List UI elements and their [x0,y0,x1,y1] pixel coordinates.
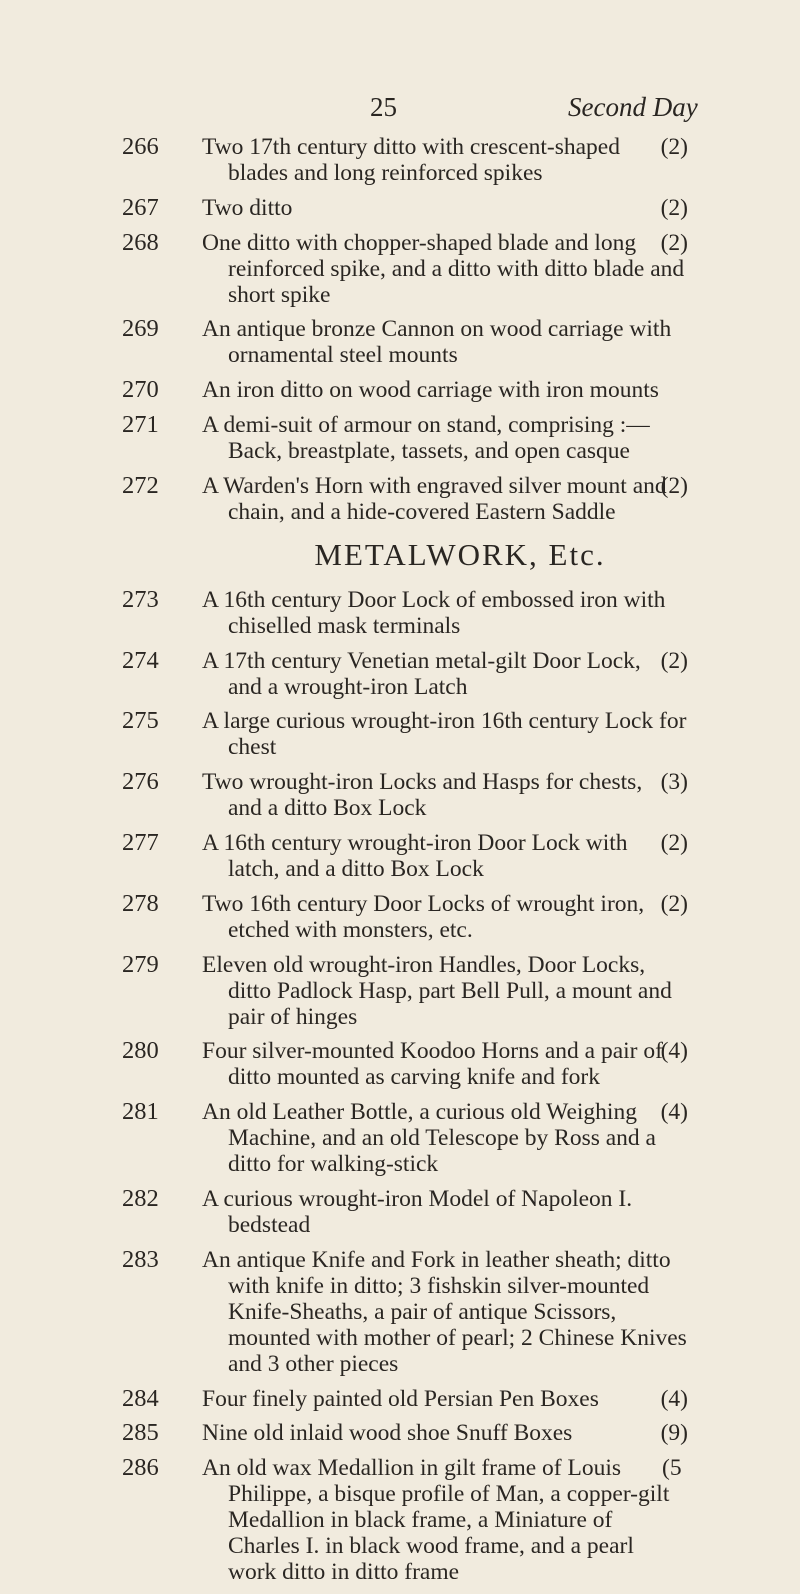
lot-number: 278 [122,889,159,917]
lot-text: Four finely painted old Persian Pen Boxes [202,1385,599,1412]
lot-number: 276 [122,768,159,796]
lot-text: Two wrought-iron Locks and Hasps for chests, and a ditto Box Lock [202,769,643,822]
lot-description [202,230,688,308]
lot-text: An antique bronze Cannon on wood carriage with ornamental steel mounts [202,316,672,369]
lot-number: 267 [122,193,159,221]
lot-entry [0,412,800,464]
lot-description [202,316,688,368]
lot-description [202,648,688,700]
lot-entry [0,952,800,1030]
lot-number: 285 [122,1419,159,1447]
lot-entry [0,1038,800,1090]
lot-description [202,769,688,821]
lot-number: 284 [122,1384,159,1412]
lot-text: An old wax Medallion in gilt frame of Louis Philippe, a bisque profile of Man, a copper-gilt Medallion in black frame, a Miniature of Charles I. in black wood frame, and a pearl work ditto in ditto frame [202,1455,670,1586]
lot-text: Four silver-mounted Koodoo Horns and a pair of ditto mounted as carving knife and fork [202,1038,663,1091]
lot-text: Nine old inlaid wood shoe Snuff Boxes [202,1420,573,1447]
lot-description [202,377,688,403]
lot-entry [0,1186,800,1238]
lot-description [202,708,688,760]
lot-entry [0,1386,800,1412]
lot-entry [0,134,800,186]
running-title: Second Day [568,92,698,122]
lot-text: A 17th century Venetian metal-gilt Door Lock, and a wrought-iron Latch [202,647,641,700]
page-header [0,92,800,132]
lot-text: A 16th century wrought-iron Door Lock with latch, and a ditto Box Lock [202,829,628,882]
lot-number: 269 [122,315,159,343]
lot-text: Eleven old wrought-iron Handles, Door Locks, ditto Padlock Hasp, part Bell Pull, a mount and pair of hinges [202,951,672,1030]
lot-text: An iron ditto on wood carriage with iron mounts [202,377,659,404]
lot-entry [0,1247,800,1377]
lot-number: 277 [122,828,159,856]
lot-text: Two 16th century Door Locks of wrought iron, etched with monsters, etc. [202,890,645,943]
lot-entry [0,377,800,403]
lot-description [202,134,688,186]
lot-entry [0,316,800,368]
page-number: 25 [370,92,397,122]
lot-text: Two 17th century ditto with crescent-shaped blades and long reinforced spikes [202,134,620,186]
lot-count: (4) [660,1038,688,1065]
lot-entry [0,587,800,639]
lot-text: An old Leather Bottle, a curious old Weighing Machine, and an old Telescope by Ross and a ditto for walking-stick [202,1099,656,1178]
lot-number: 274 [122,646,159,674]
lot-description [202,1186,688,1238]
lot-number: 286 [122,1454,159,1482]
lot-entry [0,230,800,308]
lot-count: (3) [660,769,688,796]
lot-description [202,1038,688,1090]
lot-entry [0,769,800,821]
lot-count: (2) [660,829,688,856]
lot-number: 283 [122,1245,159,1273]
lot-entry [0,708,800,760]
lot-count: (2) [660,472,688,499]
lots-before-section [0,134,800,525]
lot-count: (2) [660,890,688,917]
lot-text: One ditto with chopper-shaped blade and long reinforced spike, and a ditto with ditto blade and short spike [202,229,685,308]
lot-text: A 16th century Door Lock of embossed iron with chiselled mask terminals [202,586,666,639]
lot-count: (9) [660,1420,688,1447]
lot-description [202,1247,688,1377]
lot-count: (4) [660,1385,688,1412]
lot-count: (4) [660,1099,688,1126]
lot-description [202,830,688,882]
lot-number: 272 [122,471,159,499]
lot-number: 279 [122,950,159,978]
lot-entry [0,648,800,700]
lot-text: A large curious wrought-iron 16th century Lock for chest [202,708,687,761]
lot-description: (5 An old wax Medallion in gilt frame of Louis Philippe, a bisque profile of Man, a copper-gilt Medallion in black frame, a Miniature of Charles I. in black wood frame, and a pearl work ditto in ditto frame [202,1455,682,1586]
lot-entry [0,473,800,525]
lot-count: (2) [660,647,688,674]
lot-entry [0,830,800,882]
lot-description [202,1420,688,1446]
lot-entry [0,1099,800,1177]
lot-count: (2) [660,194,688,221]
lot-number: 282 [122,1184,159,1212]
lot-list [0,134,800,1594]
lot-number: 266 [122,133,159,160]
lot-description [202,1099,688,1177]
lot-description [202,412,688,464]
lot-text: A Warden's Horn with engraved silver mount and chain, and a hide-covered Eastern Saddle [202,472,667,525]
lot-text: A curious wrought-iron Model of Napoleon I. bedstead [202,1185,633,1238]
lot-description [202,195,688,221]
lot-description [202,952,688,1030]
lot-text: An antique Knife and Fork in leather sheath; ditto with knife in ditto; 3 fishskin silver-mounted Knife-Sheaths, a pair of antique Scissors, mounted with mother of pearl; 2 Chinese Knives and 3 other pieces [202,1246,687,1377]
lot-entry [0,1420,800,1446]
lot-text: Two ditto [202,194,293,221]
lot-number: 275 [122,707,159,735]
lot-number: 273 [122,585,159,613]
lot-entry [0,1455,800,1585]
section-heading: METALWORK, Etc. [314,536,606,572]
lot-number: 268 [122,228,159,256]
lot-description [202,1386,688,1412]
lot-number: 271 [122,410,159,438]
lot-number: 280 [122,1037,159,1065]
lot-number: 270 [122,376,159,404]
lot-description [202,891,688,943]
lot-description [202,587,688,639]
lot-entry [0,891,800,943]
lots-after-section [0,587,800,1585]
lot-description [202,473,688,525]
lot-text: A demi-suit of armour on stand, comprising :—Back, breastplate, tassets, and open casque [202,411,650,464]
lot-number: 281 [122,1098,159,1126]
lot-entry [0,195,800,221]
lot-count: (2) [660,229,688,256]
lot-count: (2) [660,134,688,160]
